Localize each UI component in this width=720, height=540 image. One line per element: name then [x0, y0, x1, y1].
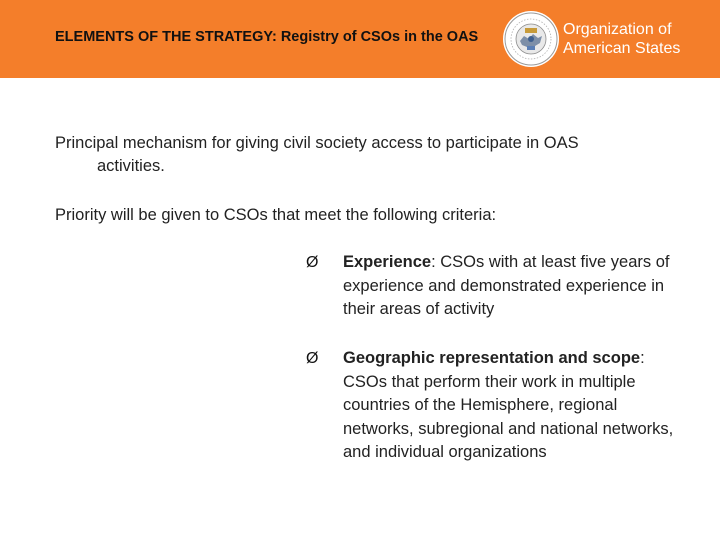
oas-seal-icon [502, 10, 560, 68]
organization-name [563, 20, 680, 58]
bullet-term: Geographic representation and scope [343, 349, 641, 367]
bullet-text [343, 251, 676, 322]
bullet-term: Experience [343, 253, 432, 271]
arrow-bullet-icon: Ø [306, 254, 319, 271]
header-bar [0, 0, 720, 78]
bullet-text [343, 347, 676, 465]
org-name-line2: American States [563, 40, 681, 57]
criteria-paragraph: Priority will be given to CSOs that meet the following criteria: [55, 206, 497, 224]
intro-paragraph-line2: activities. [97, 157, 165, 175]
bullet-geographic [306, 347, 676, 465]
bullet-description: : CSOs with at least five years of experience and demonstrated experience in their areas of activity [343, 253, 670, 318]
slide-title: ELEMENTS OF THE STRATEGY: Registry of CSOs in the OAS [55, 29, 479, 45]
bullet-experience [306, 251, 676, 322]
arrow-bullet-icon: Ø [306, 350, 319, 367]
intro-paragraph-line1: Principal mechanism for giving civil society access to participate in OAS [55, 134, 579, 152]
intro-paragraph [55, 132, 665, 178]
bullet-description: : CSOs that perform their work in multiple countries of the Hemisphere, regional networks, subregional and national networks, and individual organizations [343, 349, 674, 461]
org-name-line1: Organization of [563, 21, 672, 38]
